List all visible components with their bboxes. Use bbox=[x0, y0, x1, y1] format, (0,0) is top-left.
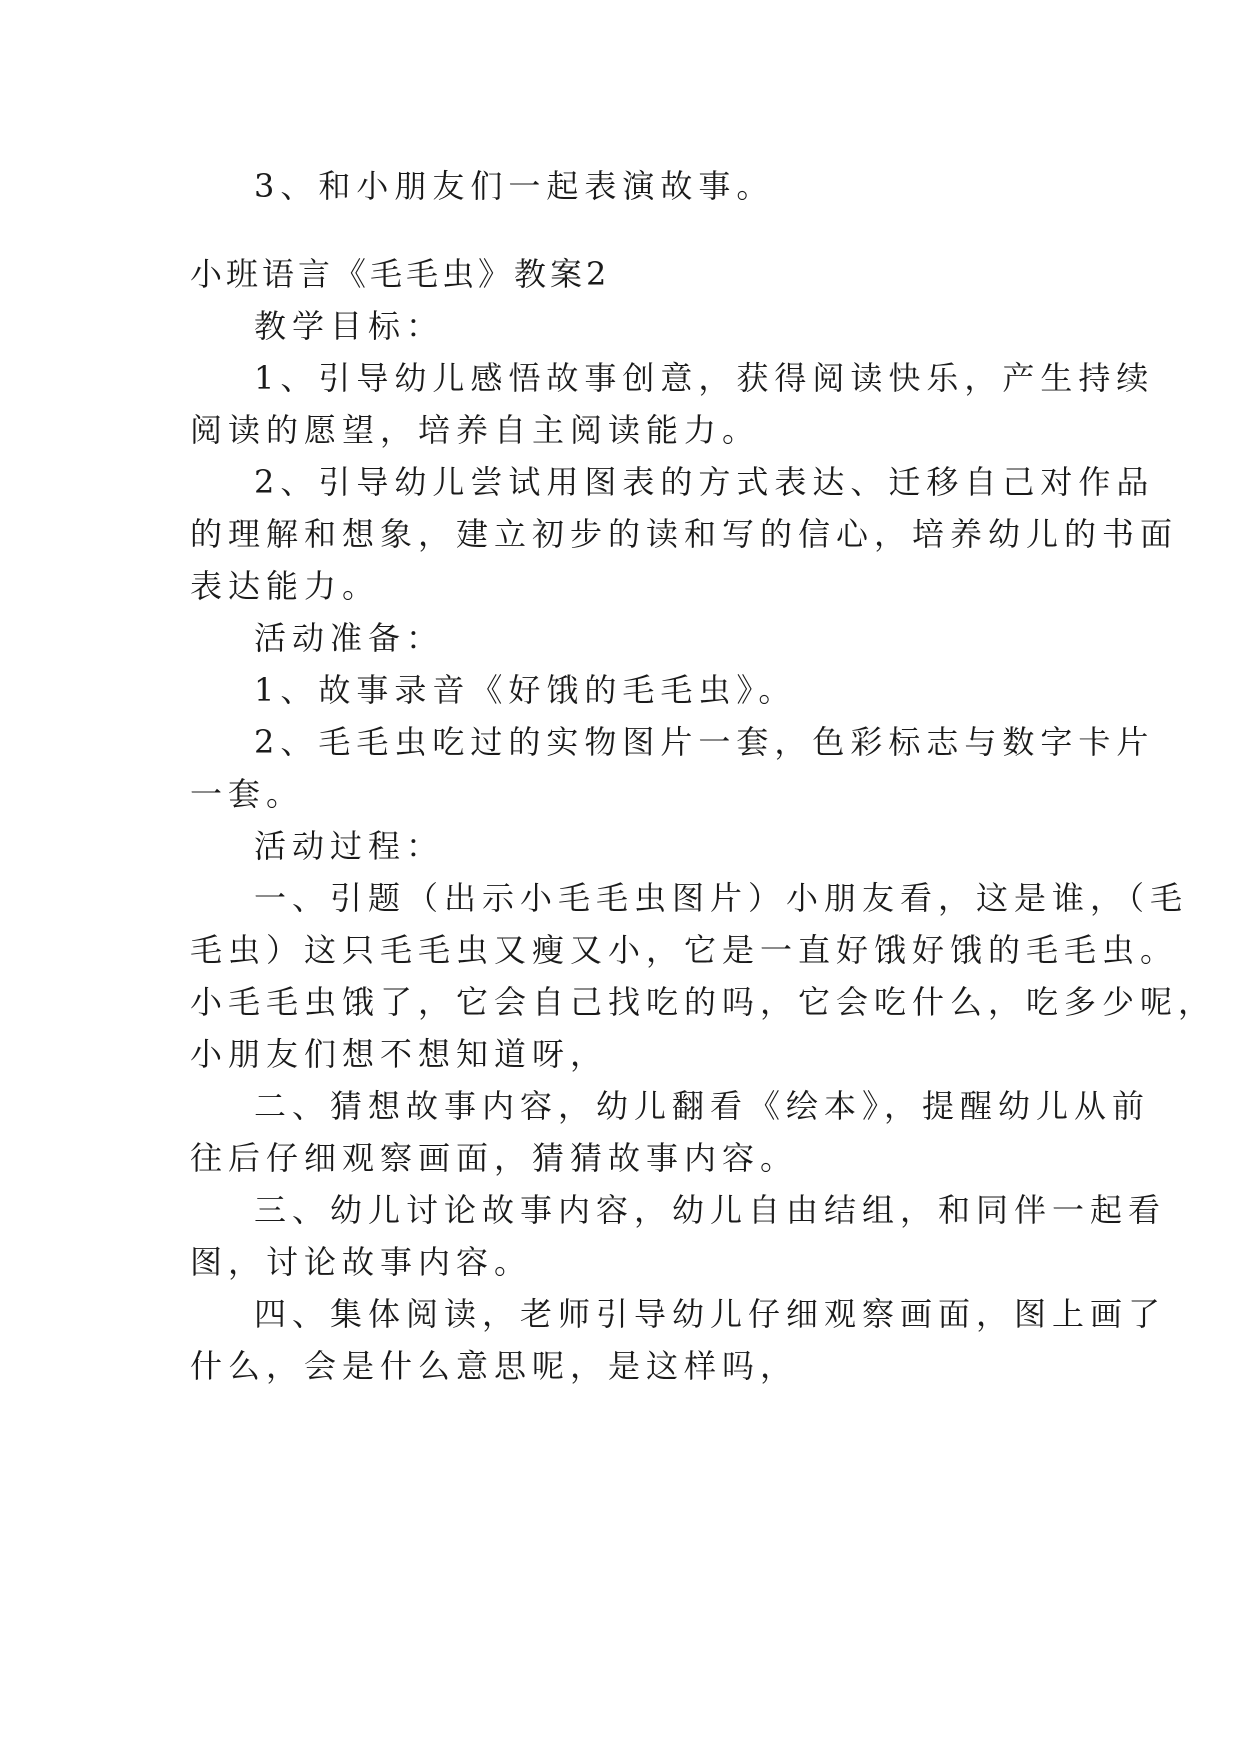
paragraph-line: 表达能力。 bbox=[190, 567, 381, 605]
subheading-process: 活动过程： bbox=[254, 827, 445, 865]
paragraph-line: 1、引导幼儿感悟故事创意，获得阅读快乐，产生持续 bbox=[254, 359, 1155, 397]
subheading-teaching-goals: 教学目标： bbox=[254, 307, 445, 345]
paragraph-line: 小毛毛虫饿了，它会自己找吃的吗，它会吃什么，吃多少呢， bbox=[190, 983, 1217, 1021]
section-heading: 小班语言《毛毛虫》教案2 bbox=[190, 255, 611, 293]
paragraph-line: 2、引导幼儿尝试用图表的方式表达、迁移自己对作品 bbox=[254, 463, 1155, 501]
paragraph-line: 毛虫）这只毛毛虫又瘦又小，它是一直好饿好饿的毛毛虫。 bbox=[190, 931, 1179, 969]
paragraph-line: 小朋友们想不想知道呀， bbox=[190, 1035, 609, 1073]
paragraph-line: 1、故事录音《好饿的毛毛虫》。 bbox=[254, 671, 797, 709]
paragraph-line: 图，讨论故事内容。 bbox=[190, 1243, 533, 1281]
paragraph-line: 一套。 bbox=[190, 775, 305, 813]
paragraph-line: 往后仔细观察画面，猜猜故事内容。 bbox=[190, 1139, 799, 1177]
paragraph-line: 三、幼儿讨论故事内容，幼儿自由结组，和同伴一起看 bbox=[254, 1191, 1167, 1229]
paragraph-line: 的理解和想象，建立初步的读和写的信心，培养幼儿的书面 bbox=[190, 515, 1179, 553]
paragraph-line: 什么，会是什么意思呢，是这样吗， bbox=[190, 1347, 799, 1385]
paragraph-line: 3、和小朋友们一起表演故事。 bbox=[254, 167, 775, 205]
paragraph-line: 一、引题（出示小毛毛虫图片）小朋友看，这是谁，（毛 bbox=[254, 879, 1189, 917]
subheading-preparation: 活动准备： bbox=[254, 619, 445, 657]
paragraph-line: 阅读的愿望，培养自主阅读能力。 bbox=[190, 411, 761, 449]
paragraph-line: 2、毛毛虫吃过的实物图片一套，色彩标志与数字卡片 bbox=[254, 723, 1155, 761]
paragraph-line: 二、猜想故事内容，幼儿翻看《绘本》，提醒幼儿从前 bbox=[254, 1087, 1151, 1125]
paragraph-line: 四、集体阅读，老师引导幼儿仔细观察画面，图上画了 bbox=[254, 1295, 1167, 1333]
